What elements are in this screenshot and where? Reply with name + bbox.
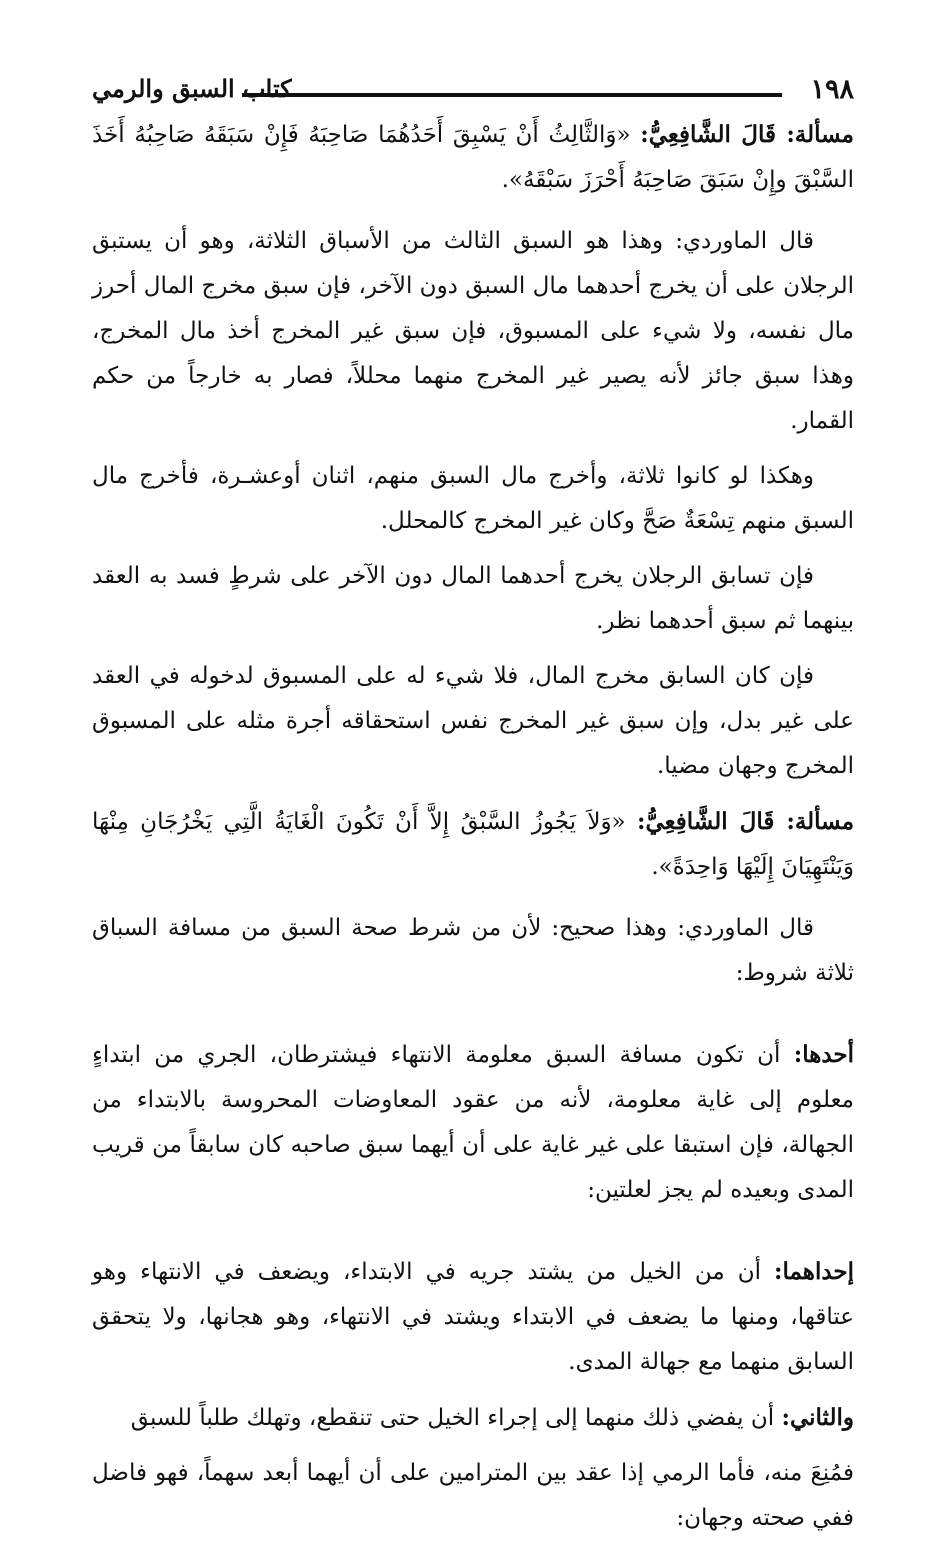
- paragraph-lead: مسألة: قَالَ الشَّافِعِيُّ:: [636, 808, 855, 835]
- paragraph: [92, 1395, 854, 1441]
- paragraph-text: فمُنِعَ منه، فأما الرمي إذا عقد بين المترامين على أن أيهما أبعد سهماً، فهو فاضل ففي صحته وجهان:: [92, 1460, 854, 1531]
- page-number: ١٩٨: [810, 74, 854, 105]
- paragraph-text: فإن تسابق الرجلان يخرج أحدهما المال دون الآخر على شرطٍ فسد به العقد بينهما ثم سبق أحدهما نظر.: [92, 563, 854, 634]
- paragraph-text: وهكذا لو كانوا ثلاثة، وأخرج مال السبق منهم، اثنان أوعشـرة، فأخرج مال السبق منهم تِسْعَةٌ صَحَّ وكان غير المخرج كالمحلل.: [92, 463, 854, 534]
- paragraph: [92, 1451, 854, 1541]
- paragraph: [92, 654, 854, 789]
- paragraph-lead: أحدها:: [793, 1041, 855, 1068]
- paragraph-text: أن تكون مسافة السبق معلومة الانتهاء فيشترطان، الجري من ابتداءٍ معلوم إلى غاية معلومة، لأنه من عقود المعاوضات المحروسة بالابتداء من الجهالة، فإن استبقا على غير غاية على أن أيهما سبق صاحبه كان سابقاً من قريب المدى وبعيده لم يجز لعلتين:: [92, 1042, 854, 1203]
- paragraph: [92, 454, 854, 544]
- paragraph: [92, 906, 854, 996]
- paragraph: [92, 554, 854, 644]
- paragraph: [92, 219, 854, 444]
- paragraph-text: «وَلاَ يَجُوزُ السَّبْقُ إِلاَّ أَنْ تَكُونَ الْغَايَةُ الَّتِي يَخْرُجَانِ مِنْهَا وَيَنْتَهِيَانَ إِلَيْهَا وَاحِدَةً».: [92, 809, 854, 880]
- paragraph-text: أن يفضي ذلك منهما إلى إجراء الخيل حتى تنقطع، وتهلك طلباً للسبق: [130, 1405, 775, 1431]
- running-header: [92, 74, 854, 114]
- paragraph-text: قال الماوردي: وهذا صحيح: لأن من شرط صحة السبق من مسافة السباق ثلاثة شروط:: [92, 915, 854, 986]
- header-rule: [242, 93, 782, 97]
- paragraph: [92, 112, 854, 203]
- paragraph: [92, 1032, 854, 1213]
- paragraph-text: «وَالثَّالِثُ أَنْ يَسْبِقَ أَحَدُهُمَا صَاحِبَهُ فَإِنْ سَبَقَهُ صَاحِبُهُ أَخَذَ السَّبْقَ وإِنْ سَبَقَ صَاحِبَهُ أَحْرَزَ سَبْقَهُ».: [92, 122, 854, 193]
- paragraph-text: قال الماوردي: وهذا هو السبق الثالث من الأسباق الثلاثة، وهو أن يستبق الرجلان على أن يخرج أحدهما مال السبق دون الآخر، فإن سبق مخرج المال أحرز مال نفسه، ولا شيء على المسبوق، فإن سبق غير المخرج أخذ مال المخرج، وهذا سبق جائز لأنه يصير غير المخرج منهما محللاً، فصار به خارجاً من حكم القمار.: [92, 228, 854, 434]
- paragraph: [92, 1249, 854, 1385]
- paragraph-lead: مسألة: قَالَ الشَّافِعِيُّ:: [640, 121, 854, 148]
- paragraph-lead: إحداهما:: [774, 1258, 855, 1285]
- paragraph: [92, 799, 854, 890]
- page-body: [92, 112, 854, 1551]
- paragraph-lead: والثاني:: [781, 1404, 854, 1431]
- book-title: كتاب السبق والرمي: [92, 74, 292, 103]
- paragraph-text: فإن كان السابق مخرج المال، فلا شيء له على المسبوق لدخوله في العقد على غير بدل، وإن سبق غير المخرج نفس استحقاقه أجرة مثله على المسبوق المخرج وجهان مضيا.: [92, 663, 854, 779]
- paragraph-text: أن من الخيل من يشتد جريه في الابتداء، ويضعف في الانتهاء وهو عتاقها، ومنها ما يضعف في الابتداء ويشتد في الانتهاء، وهو هجانها، ولا يتحقق السابق منهما مع جهالة المدى.: [92, 1259, 854, 1375]
